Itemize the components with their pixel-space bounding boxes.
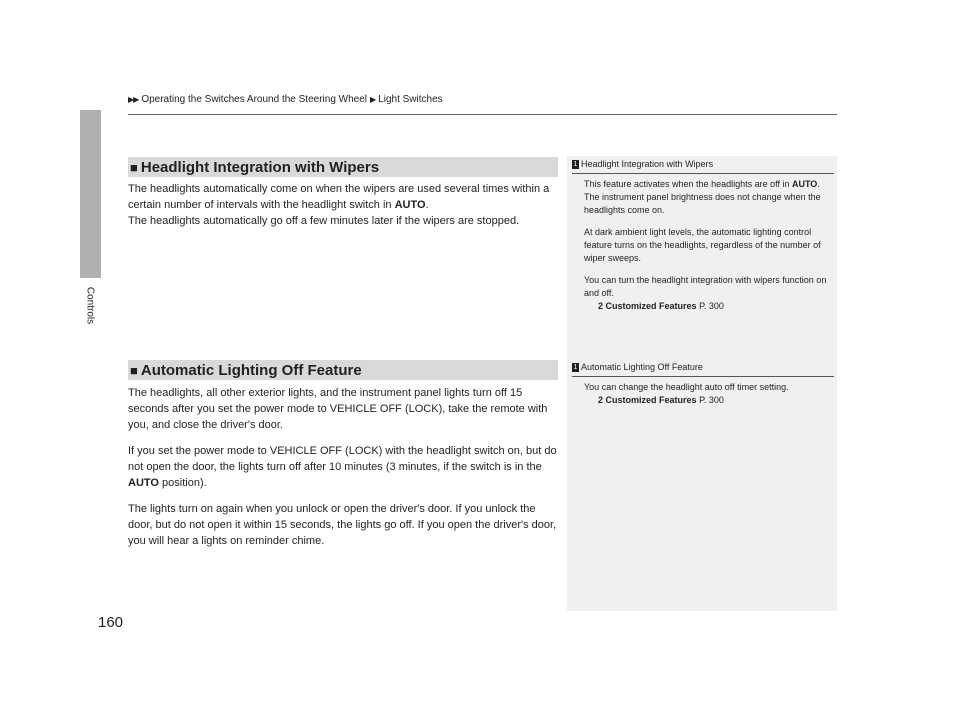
breadcrumb [128,94,443,105]
body-text: position). [158,477,207,489]
note-text: You can turn the headlight integration with wipers function on and off. [584,275,827,298]
double-arrow-icon: ▶▶ [128,95,139,104]
square-bullet-icon: ■ [130,159,138,175]
chapter-tab [80,110,101,278]
body-text: . [425,199,429,211]
cross-reference[interactable] [584,300,834,313]
section-heading-auto-off [128,360,558,380]
note-title [572,158,834,174]
note-number-icon: 1 [573,161,578,168]
body-text: If you set the power mode to VEHICLE OFF (LOCK) with the headlight switch on, but do not open the door, the lights turn off after 10 minutes (3 minutes, if the switch is in the [128,445,557,473]
square-bullet-icon: ■ [130,362,138,378]
page-number: 160 [98,614,124,631]
reference-link[interactable]: Customized Features [605,395,697,405]
note-number-icon: 1 [573,364,578,371]
note-auto-off [572,361,834,407]
note-title-text: Headlight Integration with Wipers [581,159,714,169]
note-text: . [817,179,820,189]
body-text: The headlights automatically come on when the wipers are used several times within a certain number of intervals with the headlight switch in [128,183,550,211]
header-rule [128,114,837,115]
note-text: At dark ambient light levels, the automatic lighting control feature turns on the headlights, regardless of the number of wiper sweeps. [584,227,821,263]
section-title: Automatic Lighting Off Feature [140,361,362,379]
reference-page: P. 300 [699,301,724,311]
reference-link[interactable]: Customized Features [605,301,697,311]
note-bold: AUTO [791,179,818,189]
body-bold: AUTO [394,199,426,211]
reference-page: P. 300 [699,395,724,405]
section-body-auto-off [128,385,560,559]
body-text: The lights turn on again when you unlock or open the driver's door. If you unlock the door, but do not open it within 15 seconds, the lights go off. If you open the driver's door, you will hear a lights on reminder chime. [128,503,557,547]
section-title: Headlight Integration with Wipers [140,158,380,176]
reference-arrow-icon: 2 [598,395,604,405]
note-title [572,361,834,377]
arrow-icon: ▶ [370,95,376,104]
note-text: This feature activates when the headlights are off in [584,179,792,189]
section-heading-wipers [128,157,558,177]
body-text: The headlights, all other exterior lights, and the instrument panel lights turn off 15 seconds after you set the power mode to VEHICLE OFF (LOCK), take the remote with you, and close the driver's door. [128,387,548,431]
breadcrumb-item-light-switches: Light Switches [378,94,443,105]
cross-reference[interactable] [584,394,834,407]
note-wipers [572,158,834,313]
note-text: The instrument panel brightness does not change when the headlights come on. [584,192,821,215]
note-text: You can change the headlight auto off timer setting. [584,382,789,392]
note-title-text: Automatic Lighting Off Feature [581,362,703,372]
breadcrumb-item-switches: Operating the Switches Around the Steering Wheel [141,94,368,105]
reference-arrow-icon: 2 [598,301,604,311]
body-text: The headlights automatically go off a few minutes later if the wipers are stopped. [128,215,520,227]
body-bold: AUTO [128,477,159,489]
section-body-wipers [128,181,560,239]
chapter-label: Controls [84,286,96,325]
